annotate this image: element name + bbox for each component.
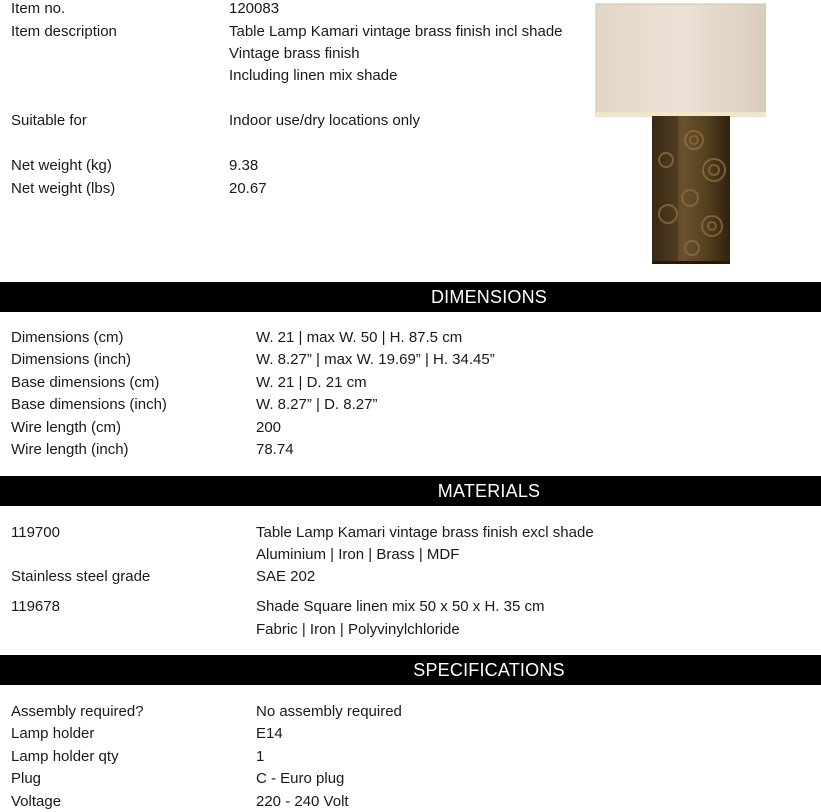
- spec-label: Plug: [11, 770, 42, 787]
- dimensions-header: [0, 282, 821, 312]
- dimensions-title: DIMENSIONS: [430, 287, 547, 307]
- material-item-materials: Fabric | Iron | Polyvinylchloride: [256, 621, 460, 638]
- dimension-value: W. 21 | D. 21 cm: [256, 374, 367, 391]
- dimension-value: 78.74: [256, 441, 294, 458]
- spec-value: No assembly required: [256, 703, 402, 720]
- item-description-line: Vintage brass finish: [229, 45, 360, 62]
- material-item-description: Shade Square linen mix 50 x 50 x H. 35 cm: [256, 598, 545, 615]
- item-description-line: Table Lamp Kamari vintage brass finish incl shade: [229, 23, 563, 40]
- spec-value: E14: [256, 725, 283, 742]
- suitable-for-value: Indoor use/dry locations only: [229, 112, 420, 129]
- item-no-label: Item no.: [11, 0, 66, 17]
- dimension-label: Dimensions (inch): [11, 351, 132, 368]
- specifications-title: SPECIFICATIONS: [413, 660, 565, 680]
- dimension-label: Base dimensions (cm): [11, 374, 160, 391]
- spec-label: Assembly required?: [11, 703, 144, 720]
- material-item-description: Table Lamp Kamari vintage brass finish excl shade: [256, 524, 594, 541]
- item-no-value: 120083: [229, 0, 280, 17]
- suitable-for-label: Suitable for: [11, 112, 87, 129]
- table-lamp-icon: [594, 0, 766, 266]
- product-image: [594, 0, 766, 266]
- materials-header: [0, 476, 821, 506]
- dimension-value: W. 21 | max W. 50 | H. 87.5 cm: [256, 329, 463, 346]
- spec-value: 220 - 240 Volt: [256, 793, 349, 810]
- item-description-label: Item description: [11, 23, 117, 40]
- net-weight-kg-value: 9.38: [229, 157, 259, 174]
- net-weight-lbs-label: Net weight (lbs): [11, 180, 116, 197]
- dimension-value: W. 8.27” | max W. 19.69” | H. 34.45”: [256, 351, 495, 368]
- net-weight-kg-label: Net weight (kg): [11, 157, 112, 174]
- dimension-label: Base dimensions (inch): [11, 396, 167, 413]
- stainless-steel-value: SAE 202: [256, 568, 316, 585]
- item-description-line: Including linen mix shade: [229, 67, 398, 84]
- material-item-materials: Aluminium | Iron | Brass | MDF: [256, 546, 460, 563]
- dimension-label: Wire length (cm): [11, 419, 122, 436]
- dimension-label: Dimensions (cm): [11, 329, 124, 346]
- dimension-value: 200: [256, 419, 282, 436]
- material-item-code: 119678: [11, 598, 60, 615]
- stainless-steel-label: Stainless steel grade: [11, 568, 151, 585]
- spec-label: Voltage: [11, 793, 62, 810]
- specifications-header: [0, 655, 821, 685]
- spec-label: Lamp holder qty: [11, 748, 119, 765]
- material-item-code: 119700: [11, 524, 60, 541]
- dimension-value: W. 8.27” | D. 8.27”: [256, 396, 378, 413]
- dimension-label: Wire length (inch): [11, 441, 129, 458]
- materials-title: MATERIALS: [437, 481, 541, 501]
- spec-value: C - Euro plug: [256, 770, 345, 787]
- spec-value: 1: [256, 748, 265, 765]
- spec-label: Lamp holder: [11, 725, 95, 742]
- net-weight-lbs-value: 20.67: [229, 180, 267, 197]
